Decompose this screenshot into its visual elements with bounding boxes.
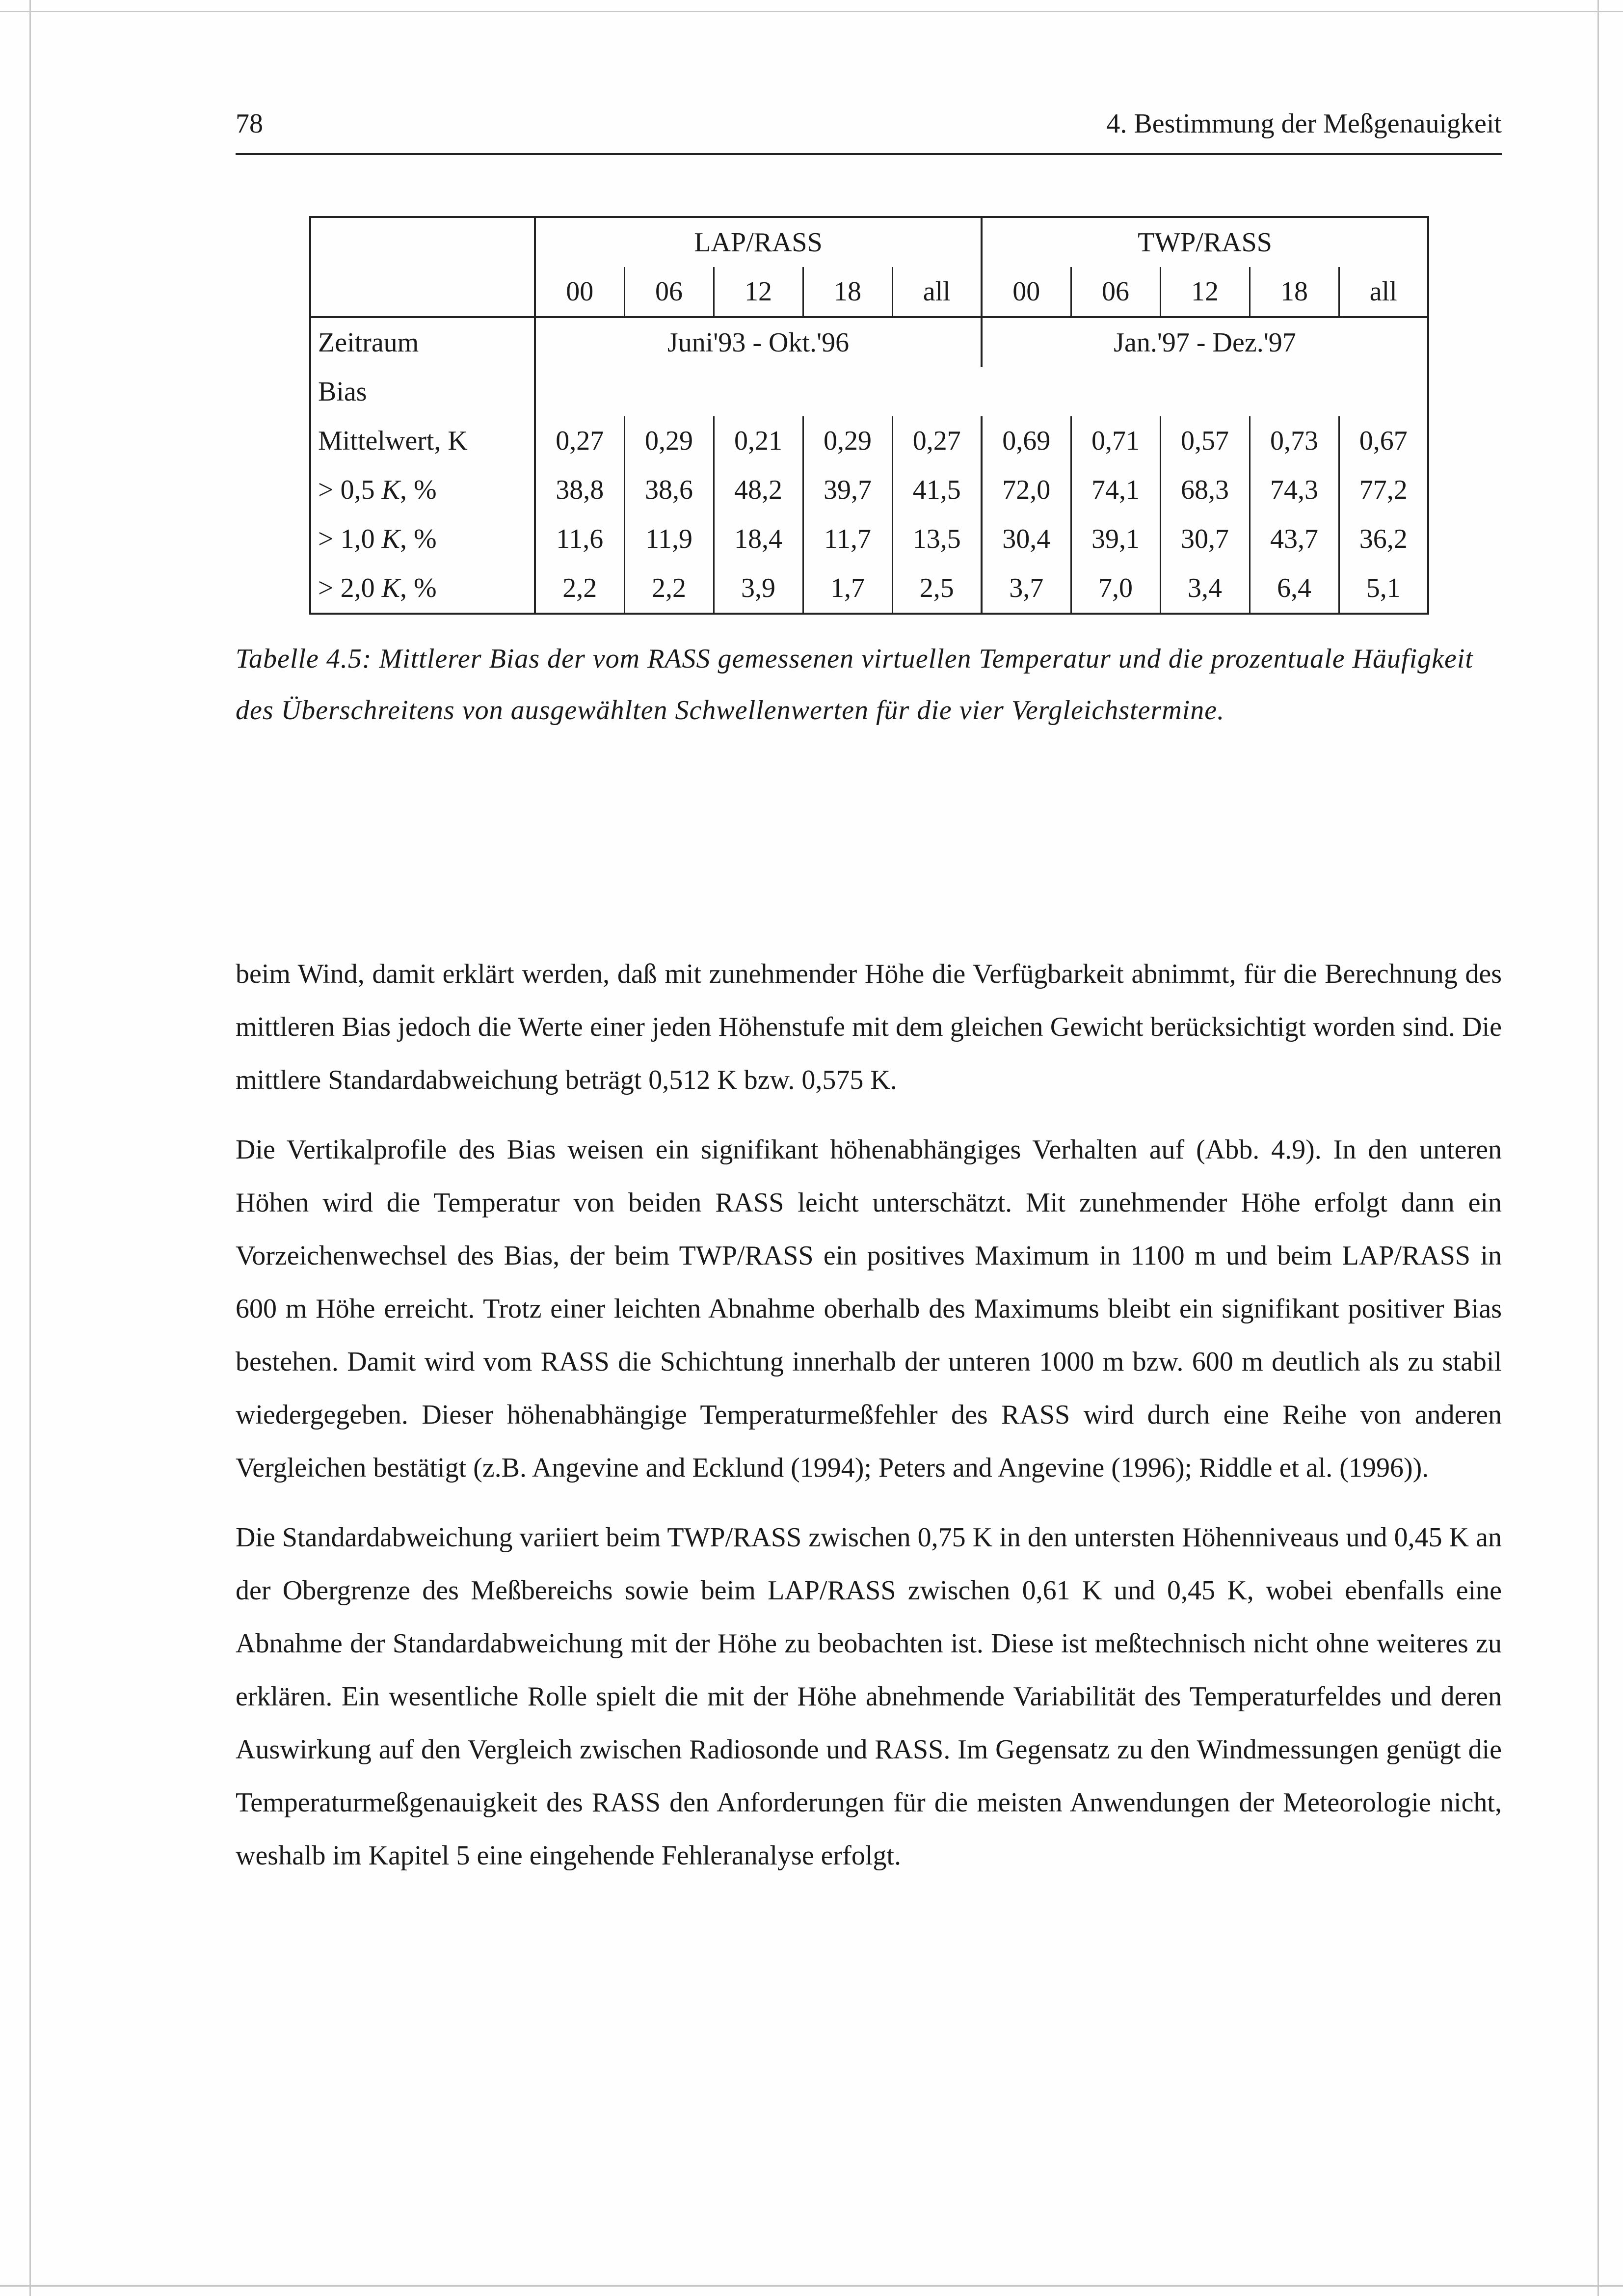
table-cell: 38,8 bbox=[556, 475, 604, 505]
table-cell: 38,6 bbox=[624, 465, 714, 514]
term-header: 06 bbox=[624, 267, 714, 317]
table-corner-cell-lower bbox=[310, 267, 535, 317]
zeitraum-label: Zeitraum bbox=[310, 317, 535, 367]
table-row bbox=[310, 564, 1428, 614]
row-label: Mittelwert, K bbox=[310, 416, 535, 465]
bias-label: Bias bbox=[310, 367, 535, 416]
group-header-twp: TWP/RASS bbox=[982, 217, 1428, 267]
table-cell: 30,7 bbox=[1160, 514, 1250, 564]
scan-edge-bottom bbox=[0, 2285, 1623, 2287]
table-cell: 0,67 bbox=[1339, 416, 1428, 465]
row-label: > 1,0 K, % bbox=[310, 514, 535, 564]
table-cell: 36,2 bbox=[1339, 514, 1428, 564]
table-cell: 0,69 bbox=[1002, 426, 1051, 456]
table-corner-cell bbox=[310, 217, 535, 267]
table-cell: 43,7 bbox=[1250, 514, 1339, 564]
empty-cell bbox=[535, 367, 982, 416]
running-header bbox=[236, 108, 1502, 152]
period-lap: Juni'93 - Okt.'96 bbox=[535, 317, 982, 367]
term-header: all bbox=[1339, 267, 1428, 317]
table-cell: 68,3 bbox=[1160, 465, 1250, 514]
table-cell: 0,29 bbox=[624, 416, 714, 465]
paragraph: beim Wind, damit erklärt werden, daß mit zunehmender Höhe die Verfügbarkeit abnimmt, für die Berechnung des mittleren Bias jedoch die Werte einer jeden Höhenstufe mit dem gleichen Gewicht berücksichtigt worden sind. Die mittlere Standardabweichung beträgt 0,512 K bzw. 0,575 K. bbox=[236, 959, 1502, 1095]
term-header: 00 bbox=[982, 267, 1071, 317]
table-cell: 0,21 bbox=[714, 416, 803, 465]
table-cell: 11,7 bbox=[803, 514, 892, 564]
table-cell: 74,1 bbox=[1071, 465, 1160, 514]
table-cell: 72,0 bbox=[1002, 475, 1051, 505]
empty-cell bbox=[982, 367, 1428, 416]
table-cell: 6,4 bbox=[1250, 564, 1339, 614]
table-cell: 48,2 bbox=[714, 465, 803, 514]
chapter-title: 4. Bestimmung der Meßgenauigkeit bbox=[1106, 108, 1502, 139]
term-header: 12 bbox=[1160, 267, 1250, 317]
scan-edge-left bbox=[29, 0, 31, 2296]
table-row bbox=[310, 514, 1428, 564]
table-cell: 1,7 bbox=[803, 564, 892, 614]
table-cell: 77,2 bbox=[1339, 465, 1428, 514]
paragraph: Die Vertikalprofile des Bias weisen ein signifikant höhenabhängiges Verhalten auf (Abb. 4.9). In den unteren Höhen wird die Temperatur von beiden RASS leicht unterschätzt. Mit zunehmender Höhe erfolgt dann ein Vorzeichenwechsel des Bias, der beim TWP/RASS ein positives Maximum in 1100 m und beim LAP/RASS in 600 m Höhe erreicht. Trotz einer leichten Abnahme oberhalb des Maximums bleibt ein signifikant positiver Bias bestehen. Damit wird vom RASS die Schichtung innerhalb der unteren 1000 m bzw. 600 m deutlich als zu stabil wiedergegeben. Dieser höhenabhängige Temperaturmeßfehler des RASS wird durch eine Reihe von anderen Vergleichen bestätigt (z.B. Angevine and Ecklund (1994); Peters and Angevine (1996); Riddle et al. (1996)). bbox=[236, 1134, 1502, 1483]
table-cell: 0,73 bbox=[1250, 416, 1339, 465]
term-header: all bbox=[892, 267, 982, 317]
table-cell: 30,4 bbox=[1002, 524, 1051, 554]
table-row bbox=[310, 416, 1428, 465]
table-cell: 3,9 bbox=[714, 564, 803, 614]
table-cell: 39,7 bbox=[803, 465, 892, 514]
term-header: 18 bbox=[1250, 267, 1339, 317]
table-cell: 41,5 bbox=[892, 465, 982, 514]
table-cell: 0,27 bbox=[892, 416, 982, 465]
bias-table bbox=[309, 216, 1429, 615]
table-caption: Tabelle 4.5: Mittlerer Bias der vom RASS gemessenen virtuellen Temperatur und die prozentuale Häufigkeit des Überschreitens von ausgewählten Schwellenwerten für die vier Vergleichstermine. bbox=[236, 644, 1473, 726]
table-cell: 5,1 bbox=[1339, 564, 1428, 614]
table-cell: 3,4 bbox=[1160, 564, 1250, 614]
table-cell: 2,2 bbox=[535, 564, 624, 614]
row-label: > 2,0 K, % bbox=[310, 564, 535, 614]
table-row bbox=[310, 465, 1428, 514]
table-cell: 3,7 bbox=[982, 564, 1071, 614]
table-cell: 11,9 bbox=[624, 514, 714, 564]
term-header: 06 bbox=[1071, 267, 1160, 317]
header-rule bbox=[236, 153, 1502, 155]
term-header: 12 bbox=[714, 267, 803, 317]
scan-edge-right bbox=[1597, 0, 1599, 2296]
body-text bbox=[236, 947, 1502, 1899]
paragraph: Die Standardabweichung variiert beim TWP/RASS zwischen 0,75 K in den untersten Höhenniveaus und 0,45 K an der Obergrenze des Meßbereichs sowie beim LAP/RASS zwischen 0,61 K und 0,45 K, wobei ebenfalls eine Abnahme der Standardabweichung mit der Höhe zu beobachten ist. Diese ist meßtechnisch nicht ohne weiteres zu erklären. Ein wesentliche Rolle spielt die mit der Höhe abnehmende Variabilität des Temperaturfeldes und deren Auswirkung auf den Vergleich zwischen Radiosonde und RASS. Im Gegensatz zu den Windmessungen genügt die Temperaturmeßgenauigkeit des RASS den Anforderungen für die meisten Anwendungen der Meteorologie nicht, weshalb im Kapitel 5 eine eingehende Fehleranalyse erfolgt. bbox=[236, 1522, 1502, 1871]
table-cell: 0,29 bbox=[803, 416, 892, 465]
table-cell: 13,5 bbox=[892, 514, 982, 564]
term-header: 00 bbox=[535, 267, 624, 317]
scan-edge-top bbox=[0, 11, 1623, 12]
table-cell: 0,71 bbox=[1071, 416, 1160, 465]
period-twp: Jan.'97 - Dez.'97 bbox=[982, 317, 1428, 367]
group-header-lap: LAP/RASS bbox=[535, 217, 982, 267]
page-number: 78 bbox=[236, 108, 263, 139]
row-label: > 0,5 K, % bbox=[310, 465, 535, 514]
table-cell: 74,3 bbox=[1250, 465, 1339, 514]
table-cell: 39,1 bbox=[1071, 514, 1160, 564]
table-cell: 2,2 bbox=[624, 564, 714, 614]
table-cell: 0,57 bbox=[1160, 416, 1250, 465]
table-cell: 2,5 bbox=[892, 564, 982, 614]
table-cell: 11,6 bbox=[556, 524, 604, 554]
term-header: 18 bbox=[803, 267, 892, 317]
table-cell: 7,0 bbox=[1071, 564, 1160, 614]
table-cell: 0,27 bbox=[556, 426, 604, 456]
table-cell: 18,4 bbox=[714, 514, 803, 564]
